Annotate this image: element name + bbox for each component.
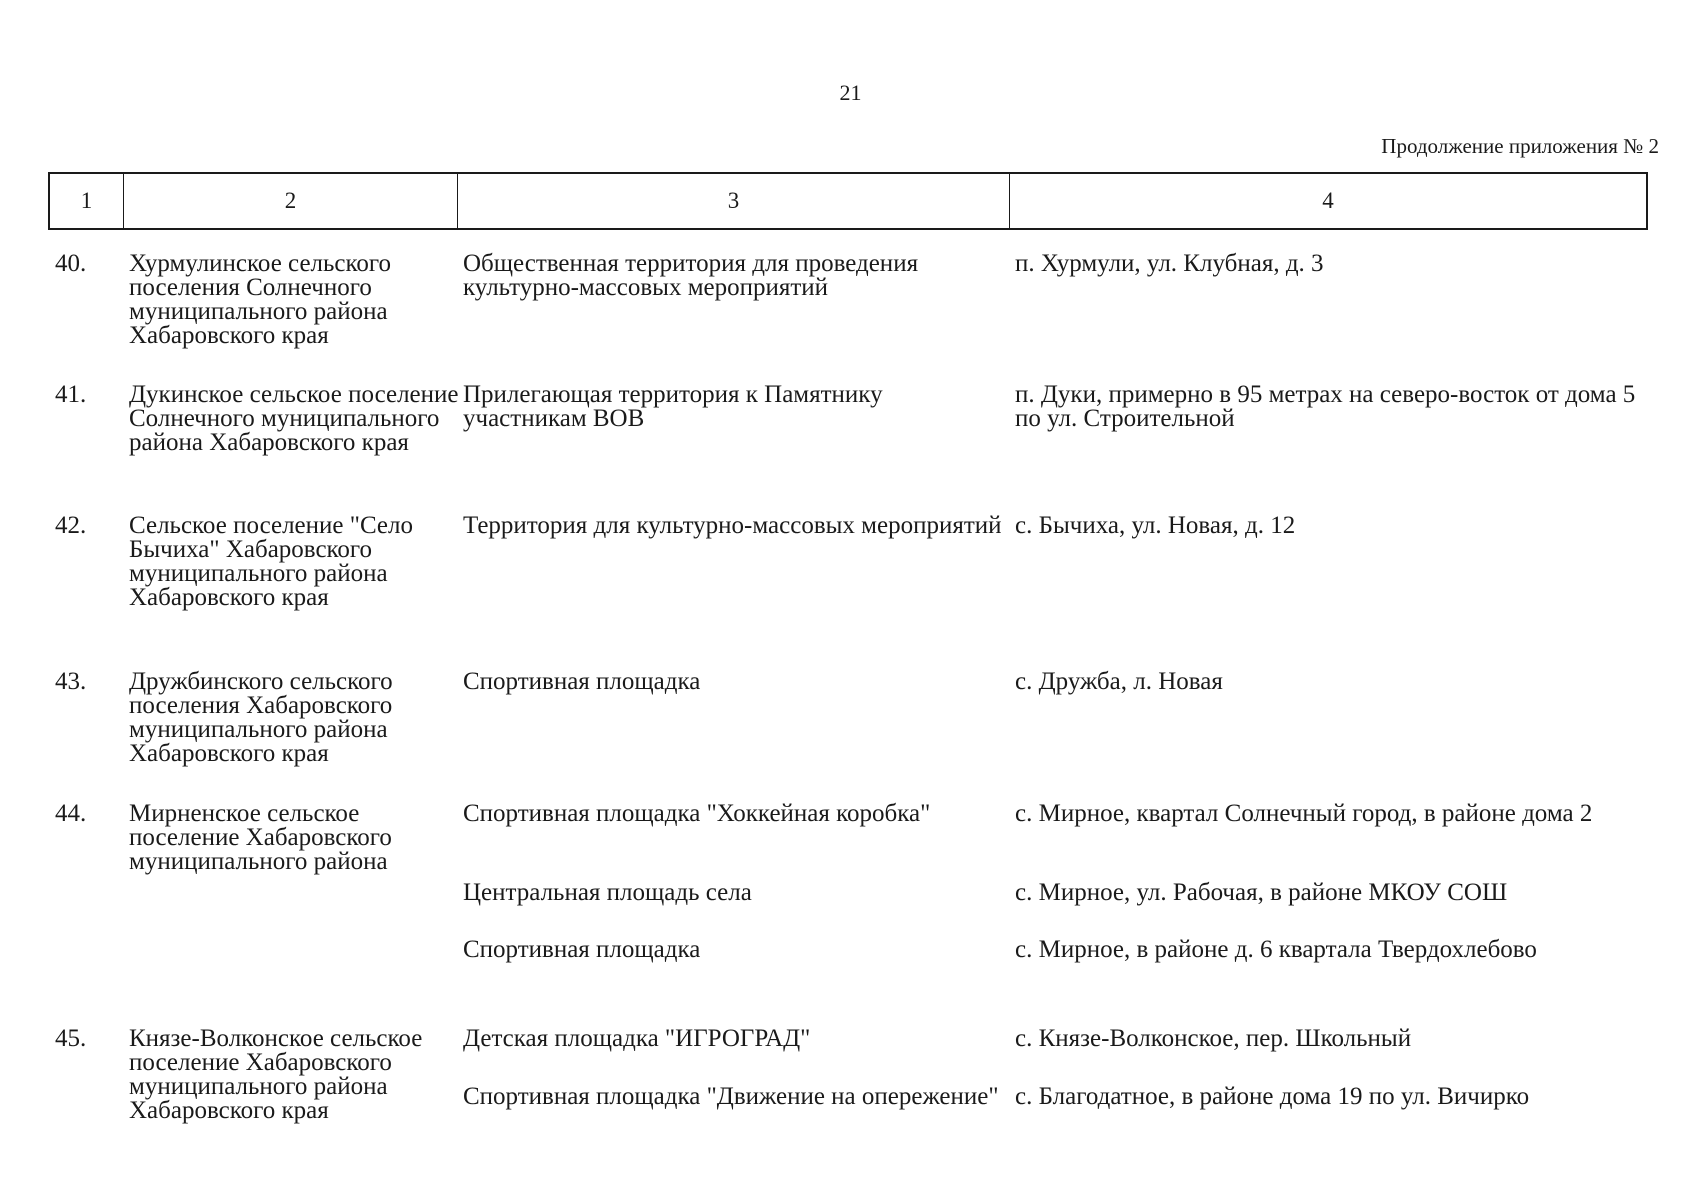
object-address: с. Бычиха, ул. Новая, д. 12	[1015, 512, 1296, 539]
object-address: с. Князе-Волконское, пер. Школьный	[1015, 1025, 1412, 1052]
object-name: Спортивная площадка	[463, 936, 701, 963]
row-number: 41.	[55, 381, 87, 408]
settlement-name: Мирненское сельское поселение Хабаровского муниципального района	[129, 800, 392, 875]
continuation-note: Продолжение приложения № 2	[1381, 134, 1659, 158]
object-address: п. Дуки, примерно в 95 метрах на северо-восток от дома 5 по ул. Строительной	[1015, 381, 1636, 432]
header-col-4: 4	[1009, 174, 1646, 228]
object-name: Спортивная площадка "Движение на опережение"	[463, 1083, 999, 1110]
settlement-name: Дружбинского сельского поселения Хабаровского муниципального района Хабаровского края	[129, 668, 393, 767]
header-col-2: 2	[123, 174, 457, 228]
settlement-name: Сельское поселение "Село Бычиха" Хабаровского муниципального района Хабаровского края	[129, 512, 414, 611]
object-address: с. Благодатное, в районе дома 19 по ул. Вичирко	[1015, 1083, 1530, 1110]
object-name: Общественная территория для проведения культурно-массовых мероприятий	[463, 250, 919, 301]
object-name: Спортивная площадка	[463, 668, 701, 695]
row-number: 45.	[55, 1025, 87, 1052]
object-name: Центральная площадь села	[463, 879, 752, 906]
object-address: п. Хурмули, ул. Клубная, д. 3	[1015, 250, 1324, 277]
object-address: с. Мирное, ул. Рабочая, в районе МКОУ СОШ	[1015, 879, 1508, 906]
object-name: Спортивная площадка "Хоккейная коробка"	[463, 800, 931, 827]
object-name: Детская площадка "ИГРОГРАД"	[463, 1025, 811, 1052]
row-number: 42.	[55, 512, 87, 539]
page-number: 21	[839, 80, 862, 105]
header-col-3: 3	[457, 174, 1009, 228]
object-address: с. Мирное, в районе д. 6 квартала Твердохлебово	[1015, 936, 1537, 963]
settlement-name: Хурмулинское сельского поселения Солнечного муниципального района Хабаровского края	[129, 250, 392, 349]
row-number: 40.	[55, 250, 87, 277]
header-col-1: 1	[80, 188, 93, 213]
row-number: 43.	[55, 668, 87, 695]
object-name: Прилегающая территория к Памятнику участникам ВОВ	[463, 381, 883, 432]
settlement-name: Дукинское сельское поселение Солнечного муниципального района Хабаровского края	[129, 381, 459, 456]
object-address: с. Дружба, л. Новая	[1015, 668, 1223, 695]
row-number: 44.	[55, 800, 87, 827]
object-address: с. Мирное, квартал Солнечный город, в районе дома 2	[1015, 800, 1593, 827]
settlement-name: Князе-Волконское сельское поселение Хабаровского муниципального района Хабаровского края	[129, 1025, 423, 1124]
table-header	[48, 172, 1648, 230]
object-name: Территория для культурно-массовых мероприятий	[463, 512, 1002, 539]
